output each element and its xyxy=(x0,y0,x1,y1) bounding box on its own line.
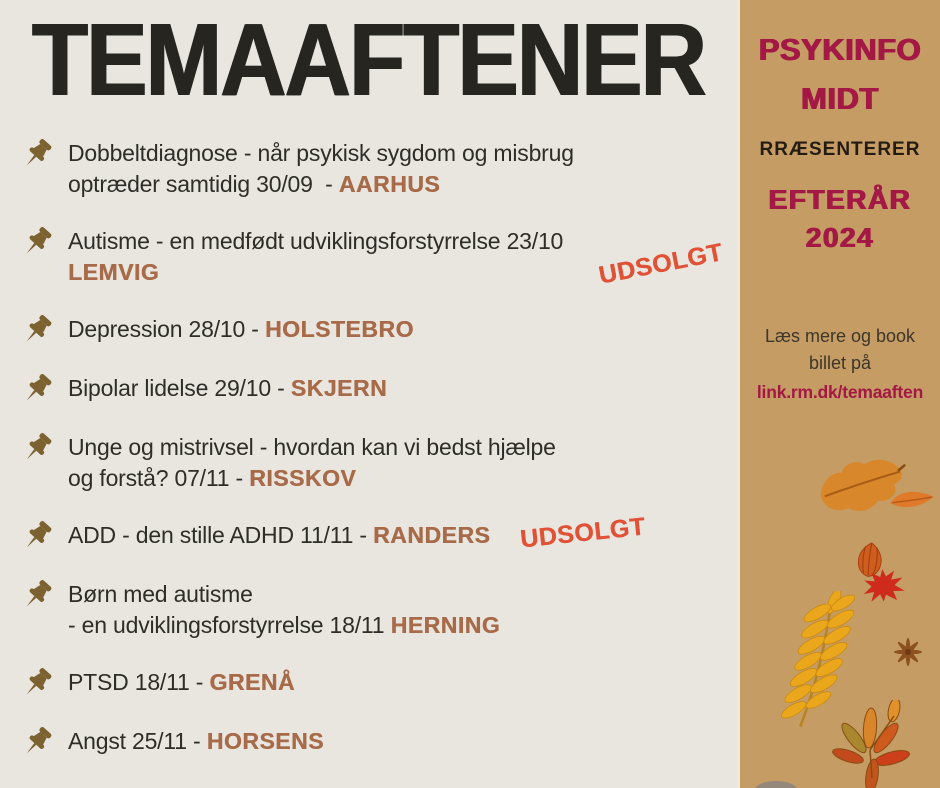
event-location: AARHUS xyxy=(338,171,441,197)
event-line xyxy=(68,257,563,288)
event-text xyxy=(68,579,500,641)
pushpin-icon xyxy=(20,225,54,259)
event-location: HOLSTEBRO xyxy=(264,316,414,342)
event-line xyxy=(68,667,295,698)
brand-name xyxy=(740,25,940,123)
event-title-text: ADD - den stille ADHD 11/11 - xyxy=(68,522,374,548)
pushpin-icon xyxy=(20,725,54,759)
event-line xyxy=(68,373,387,404)
event-line xyxy=(68,610,500,641)
event-item xyxy=(20,512,726,554)
star-anise-decoration xyxy=(892,636,924,668)
event-item xyxy=(20,579,726,641)
pushpin-icon xyxy=(20,137,54,171)
event-location: HERNING xyxy=(390,612,501,638)
season-label xyxy=(740,181,940,257)
event-location: HORSENS xyxy=(206,728,324,754)
event-text xyxy=(68,512,648,554)
pushpin-icon xyxy=(20,666,54,700)
event-title-text: Bipolar lidelse 29/10 - xyxy=(68,375,291,401)
event-title-text: Børn med autisme xyxy=(68,581,253,607)
event-line xyxy=(68,138,574,169)
event-line xyxy=(68,314,414,345)
event-text xyxy=(68,726,324,757)
presents-label: RRÆSENTERER xyxy=(759,139,921,160)
chestnut-leaf-decoration xyxy=(830,700,910,788)
event-line xyxy=(68,226,563,257)
events-list xyxy=(20,138,726,785)
event-title-text: - en udviklingsforstyrrelse 18/11 xyxy=(68,612,391,638)
soldout-badge: UDSOLGT xyxy=(596,238,726,290)
small-leaf-decoration xyxy=(887,480,937,520)
event-item xyxy=(20,726,726,759)
gray-leaf-fragment-decoration xyxy=(752,777,800,788)
pushpin-icon xyxy=(20,578,54,612)
event-title-text: PTSD 18/11 - xyxy=(68,669,210,695)
season-line1: EFTERÅR xyxy=(768,184,912,215)
event-line xyxy=(68,169,574,200)
pushpin-icon xyxy=(20,372,54,406)
pushpin-icon xyxy=(20,313,54,347)
brand-line1: PSYKINFO xyxy=(758,32,922,67)
pushpin-icon xyxy=(20,725,54,759)
event-text xyxy=(68,667,295,698)
event-item xyxy=(20,226,726,288)
event-item xyxy=(20,138,726,200)
pushpin-icon xyxy=(20,431,54,465)
page-title: TEMAAFTENER xyxy=(31,3,706,118)
pushpin-icon xyxy=(20,137,54,171)
pushpin-icon xyxy=(20,519,54,553)
event-text xyxy=(68,373,387,404)
booking-info-line1: Læs mere og book xyxy=(764,326,916,346)
booking-info-line2: billet på xyxy=(808,353,872,373)
event-text xyxy=(68,432,556,494)
booking-info xyxy=(740,323,940,406)
event-location: RANDERS xyxy=(373,522,491,548)
event-location: RISSKOV xyxy=(249,465,357,491)
event-title-text: Dobbeltdiagnose - når psykisk sygdom og misbrug xyxy=(68,140,574,166)
booking-link[interactable]: link.rm.dk/temaaften xyxy=(756,382,924,402)
maple-leaf-decoration xyxy=(860,566,907,605)
event-title-text: Angst 25/11 - xyxy=(68,728,207,754)
event-title-text: Autisme - en medfødt udviklingsforstyrrelse 23/10 xyxy=(68,228,564,254)
brand-line2: MIDT xyxy=(801,81,879,116)
event-line xyxy=(68,512,648,554)
event-line xyxy=(68,579,500,610)
event-item xyxy=(20,432,726,494)
event-title-text: Depression 28/10 - xyxy=(68,316,265,342)
soldout-badge: UDSOLGT xyxy=(519,512,648,554)
event-item xyxy=(20,667,726,700)
pushpin-icon xyxy=(20,666,54,700)
event-title-text: og forstå? 07/11 - xyxy=(68,465,250,491)
event-title-text: Unge og mistrivsel - hvordan kan vi bedst hjælpe xyxy=(68,434,556,460)
season-line2: 2024 xyxy=(805,222,875,253)
event-line xyxy=(68,463,556,494)
event-text xyxy=(68,314,414,345)
pushpin-icon xyxy=(20,431,54,465)
event-location: SKJERN xyxy=(290,375,388,401)
event-line xyxy=(68,726,324,757)
event-location: GRENÅ xyxy=(209,669,295,695)
event-location: LEMVIG xyxy=(68,259,160,285)
event-text xyxy=(68,226,563,288)
pushpin-icon xyxy=(20,372,54,406)
event-line xyxy=(68,432,556,463)
pushpin-icon xyxy=(20,578,54,612)
event-title-text: optræder samtidig 30/09 - xyxy=(68,171,339,197)
event-item xyxy=(20,314,726,347)
sidebar xyxy=(737,0,940,788)
event-text xyxy=(68,138,574,200)
pushpin-icon xyxy=(20,313,54,347)
pushpin-icon xyxy=(20,519,54,553)
pushpin-icon xyxy=(20,225,54,259)
event-item xyxy=(20,373,726,406)
